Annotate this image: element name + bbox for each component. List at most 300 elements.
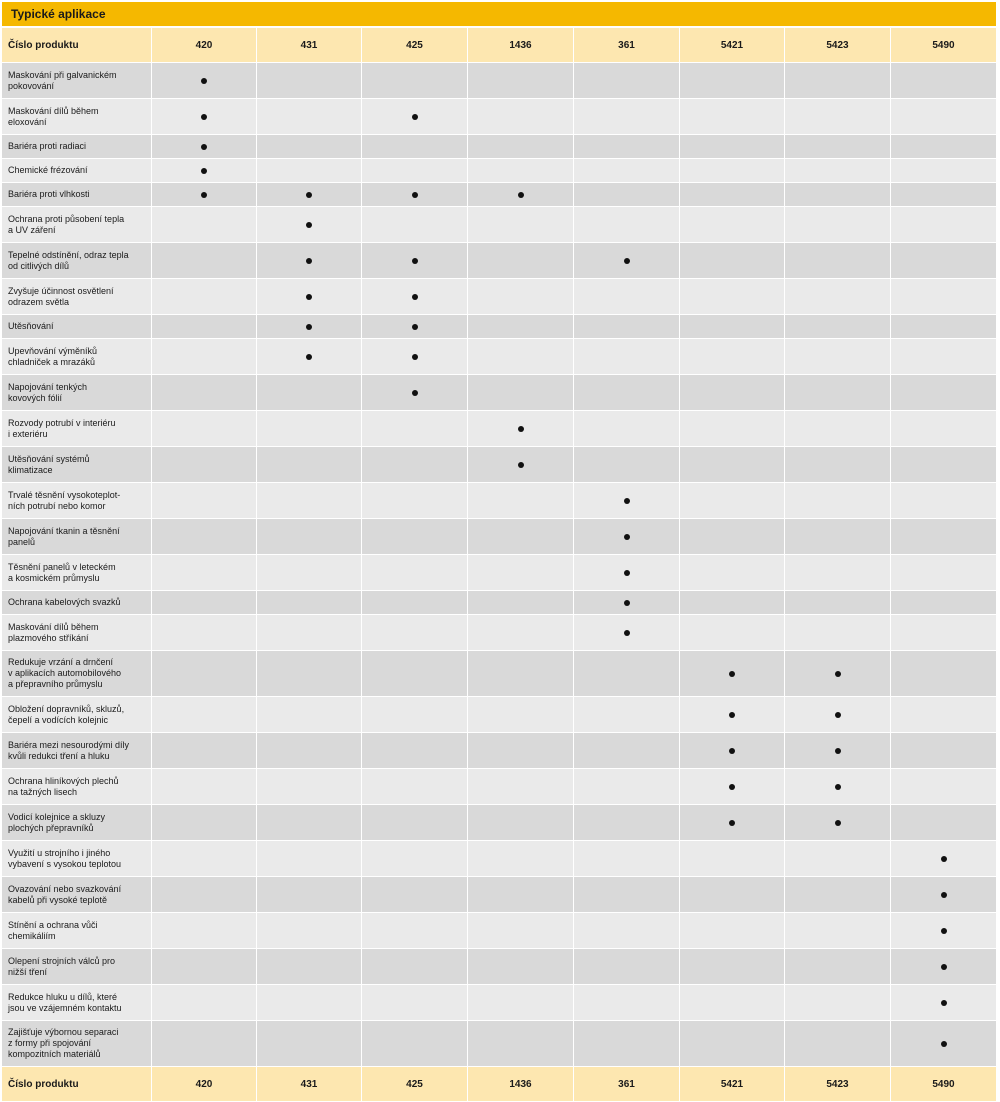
applicability-cell <box>785 159 891 183</box>
application-label: Ochrana hliníkových plechů na tažných lisech <box>2 769 152 805</box>
applicability-cell <box>152 697 257 733</box>
applicability-cell <box>891 375 996 411</box>
application-label: Napojování tkanin a těsnění panelů <box>2 519 152 555</box>
applicability-cell <box>574 615 680 651</box>
applicability-cell <box>362 615 468 651</box>
applicability-cell <box>785 207 891 243</box>
applicability-cell <box>152 483 257 519</box>
table-row <box>2 207 996 243</box>
applicability-cell <box>257 339 362 375</box>
applicability-cell <box>152 411 257 447</box>
applicability-cell <box>574 733 680 769</box>
applicability-cell <box>152 447 257 483</box>
table-row <box>2 243 996 279</box>
bullet-icon <box>306 192 312 198</box>
applicability-cell <box>785 651 891 697</box>
applicability-cell <box>468 183 574 207</box>
applicability-cell <box>468 483 574 519</box>
applicability-cell <box>574 949 680 985</box>
applicability-cell <box>362 519 468 555</box>
bullet-icon <box>201 168 207 174</box>
applicability-cell <box>891 315 996 339</box>
applicability-cell <box>785 555 891 591</box>
applicability-cell <box>257 697 362 733</box>
applicability-cell <box>891 913 996 949</box>
applicability-cell <box>152 519 257 555</box>
table-row <box>2 697 996 733</box>
table-row <box>2 411 996 447</box>
table-row <box>2 949 996 985</box>
applicability-cell <box>257 805 362 841</box>
applicability-cell <box>257 135 362 159</box>
applicability-cell <box>468 949 574 985</box>
applicability-cell <box>574 411 680 447</box>
applicability-cell <box>152 913 257 949</box>
applications-table <box>2 28 996 1102</box>
applicability-cell <box>152 243 257 279</box>
application-label: Bariéra proti radiaci <box>2 135 152 159</box>
applicability-cell <box>468 99 574 135</box>
applicability-cell <box>362 769 468 805</box>
applicability-cell <box>574 483 680 519</box>
bullet-icon <box>518 426 524 432</box>
applicability-cell <box>574 375 680 411</box>
bullet-icon <box>729 820 735 826</box>
applicability-cell <box>785 805 891 841</box>
applicability-cell <box>680 159 785 183</box>
applicability-cell <box>891 243 996 279</box>
applicability-cell <box>257 555 362 591</box>
bullet-icon <box>941 892 947 898</box>
applicability-cell <box>891 183 996 207</box>
applicability-cell <box>891 339 996 375</box>
applicability-cell <box>891 411 996 447</box>
bullet-icon <box>624 600 630 606</box>
applicability-cell <box>257 913 362 949</box>
bullet-icon <box>412 258 418 264</box>
header-label: Číslo produktu <box>2 28 152 63</box>
applicability-cell <box>362 315 468 339</box>
applicability-cell <box>574 315 680 339</box>
application-label: Chemické frézování <box>2 159 152 183</box>
applicability-cell <box>574 769 680 805</box>
table-row <box>2 591 996 615</box>
application-label: Ochrana kabelových svazků <box>2 591 152 615</box>
applicability-cell <box>785 615 891 651</box>
applicability-cell <box>152 315 257 339</box>
applicability-cell <box>891 99 996 135</box>
applicability-cell <box>362 591 468 615</box>
applicability-cell <box>468 841 574 877</box>
application-label: Těsnění panelů v leteckém a kosmickém průmyslu <box>2 555 152 591</box>
applicability-cell <box>152 183 257 207</box>
applicability-cell <box>468 555 574 591</box>
bullet-icon <box>412 114 418 120</box>
application-label: Bariéra proti vlhkosti <box>2 183 152 207</box>
table-row <box>2 279 996 315</box>
application-label: Bariéra mezi nesourodými díly kvůli redukci tření a hluku <box>2 733 152 769</box>
product-number-420: 420 <box>152 1067 257 1102</box>
applicability-cell <box>891 1021 996 1067</box>
table-row <box>2 183 996 207</box>
application-label: Obložení dopravníků, skluzů, čepelí a vodících kolejnic <box>2 697 152 733</box>
bullet-icon <box>201 78 207 84</box>
applicability-cell <box>152 99 257 135</box>
applicability-cell <box>152 375 257 411</box>
bullet-icon <box>729 671 735 677</box>
applicability-cell <box>785 1021 891 1067</box>
applicability-cell <box>680 805 785 841</box>
application-label: Trvalé těsnění vysokoteplot- ních potrubí nebo komor <box>2 483 152 519</box>
applicability-cell <box>362 913 468 949</box>
applicability-cell <box>574 913 680 949</box>
applicability-cell <box>152 207 257 243</box>
bullet-icon <box>941 1000 947 1006</box>
applicability-cell <box>891 615 996 651</box>
bullet-icon <box>624 630 630 636</box>
applicability-cell <box>785 243 891 279</box>
applicability-cell <box>468 615 574 651</box>
applicability-cell <box>680 913 785 949</box>
application-label: Redukce hluku u dílů, které jsou ve vzájemném kontaktu <box>2 985 152 1021</box>
table-row <box>2 841 996 877</box>
bullet-icon <box>941 856 947 862</box>
applicability-cell <box>468 1021 574 1067</box>
applicability-cell <box>891 483 996 519</box>
applicability-cell <box>680 841 785 877</box>
applicability-cell <box>152 769 257 805</box>
applicability-cell <box>152 985 257 1021</box>
applicability-cell <box>785 447 891 483</box>
applicability-cell <box>574 159 680 183</box>
applicability-cell <box>362 805 468 841</box>
applicability-cell <box>680 63 785 99</box>
applicability-cell <box>468 805 574 841</box>
applicability-cell <box>891 207 996 243</box>
applicability-cell <box>891 447 996 483</box>
applicability-cell <box>574 519 680 555</box>
applicability-cell <box>257 411 362 447</box>
applicability-cell <box>574 207 680 243</box>
applicability-cell <box>468 697 574 733</box>
applicability-cell <box>680 519 785 555</box>
applicability-cell <box>680 99 785 135</box>
applicability-cell <box>468 447 574 483</box>
applicability-cell <box>152 651 257 697</box>
product-number-420: 420 <box>152 28 257 63</box>
table-row <box>2 651 996 697</box>
applicability-cell <box>785 483 891 519</box>
application-label: Maskování dílů během plazmového stříkání <box>2 615 152 651</box>
applicability-cell <box>785 949 891 985</box>
applicability-cell <box>891 519 996 555</box>
application-label: Utěsňování systémů klimatizace <box>2 447 152 483</box>
bullet-icon <box>941 928 947 934</box>
product-number-425: 425 <box>362 28 468 63</box>
applicability-cell <box>680 651 785 697</box>
applicability-cell <box>680 697 785 733</box>
applicability-cell <box>362 877 468 913</box>
application-label: Utěsňování <box>2 315 152 339</box>
applicability-cell <box>785 985 891 1021</box>
applicability-cell <box>574 651 680 697</box>
table-row <box>2 339 996 375</box>
bullet-icon <box>729 784 735 790</box>
application-label: Zajišťuje výbornou separaci z formy při spojování kompozitních materiálů <box>2 1021 152 1067</box>
product-number-5421: 5421 <box>680 1067 785 1102</box>
applicability-cell <box>468 243 574 279</box>
applicability-cell <box>891 769 996 805</box>
applicability-cell <box>680 135 785 159</box>
applicability-cell <box>574 63 680 99</box>
bullet-icon <box>412 354 418 360</box>
applicability-cell <box>362 841 468 877</box>
applicability-cell <box>362 733 468 769</box>
bullet-icon <box>835 784 841 790</box>
applicability-cell <box>785 411 891 447</box>
applicability-cell <box>680 207 785 243</box>
applicability-cell <box>362 1021 468 1067</box>
applicability-cell <box>362 183 468 207</box>
applicability-cell <box>257 447 362 483</box>
applicability-cell <box>680 1021 785 1067</box>
applicability-cell <box>468 733 574 769</box>
bullet-icon <box>729 712 735 718</box>
application-label: Vodicí kolejnice a skluzy plochých přepravníků <box>2 805 152 841</box>
table-row <box>2 913 996 949</box>
applicability-cell <box>574 183 680 207</box>
applicability-cell <box>891 985 996 1021</box>
table-row <box>2 63 996 99</box>
product-number-425: 425 <box>362 1067 468 1102</box>
applicability-cell <box>785 339 891 375</box>
applicability-cell <box>891 591 996 615</box>
applicability-cell <box>785 733 891 769</box>
applicability-cell <box>468 985 574 1021</box>
applicability-cell <box>785 63 891 99</box>
applicability-cell <box>680 279 785 315</box>
applicability-cell <box>152 733 257 769</box>
applicability-cell <box>362 135 468 159</box>
applicability-cell <box>257 483 362 519</box>
applicability-cell <box>468 651 574 697</box>
applicability-cell <box>257 949 362 985</box>
applicability-cell <box>680 183 785 207</box>
table-row <box>2 135 996 159</box>
bullet-icon <box>412 192 418 198</box>
table-row <box>2 483 996 519</box>
application-label: Upevňování výměníků chladniček a mrazáků <box>2 339 152 375</box>
product-number-5490: 5490 <box>891 28 996 63</box>
applicability-cell <box>680 243 785 279</box>
application-label: Ochrana proti působení tepla a UV záření <box>2 207 152 243</box>
table-row <box>2 877 996 913</box>
applicability-cell <box>468 279 574 315</box>
application-label: Maskování při galvanickém pokovování <box>2 63 152 99</box>
application-label: Napojování tenkých kovových fólií <box>2 375 152 411</box>
applicability-cell <box>468 411 574 447</box>
applicability-cell <box>574 339 680 375</box>
applicability-cell <box>574 591 680 615</box>
product-number-431: 431 <box>257 1067 362 1102</box>
applicability-cell <box>785 769 891 805</box>
applicability-cell <box>680 555 785 591</box>
applicability-cell <box>785 519 891 555</box>
header-label: Číslo produktu <box>2 1067 152 1102</box>
applicability-cell <box>152 135 257 159</box>
applicability-cell <box>257 183 362 207</box>
applicability-cell <box>574 135 680 159</box>
applicability-cell <box>257 651 362 697</box>
applicability-cell <box>362 207 468 243</box>
application-label: Olepení strojních válců pro nižší tření <box>2 949 152 985</box>
applicability-cell <box>680 339 785 375</box>
applicability-cell <box>891 949 996 985</box>
application-label: Maskování dílů během eloxování <box>2 99 152 135</box>
applicability-cell <box>785 315 891 339</box>
applicability-cell <box>574 243 680 279</box>
product-number-1436: 1436 <box>468 1067 574 1102</box>
applicability-cell <box>257 985 362 1021</box>
bullet-icon <box>201 192 207 198</box>
application-label: Zvyšuje účinnost osvětlení odrazem světla <box>2 279 152 315</box>
applicability-cell <box>468 591 574 615</box>
table-row <box>2 315 996 339</box>
applicability-cell <box>574 99 680 135</box>
applicability-cell <box>152 877 257 913</box>
applicability-cell <box>785 183 891 207</box>
applicability-cell <box>680 483 785 519</box>
applicability-cell <box>891 279 996 315</box>
applicability-cell <box>152 279 257 315</box>
applicability-cell <box>257 279 362 315</box>
applicability-cell <box>257 207 362 243</box>
applicability-cell <box>680 615 785 651</box>
applicability-cell <box>785 135 891 159</box>
application-label: Rozvody potrubí v interiéru i exteriéru <box>2 411 152 447</box>
bullet-icon <box>412 324 418 330</box>
table-row <box>2 615 996 651</box>
applicability-cell <box>574 877 680 913</box>
table-row <box>2 519 996 555</box>
applicability-cell <box>680 949 785 985</box>
applicability-cell <box>785 591 891 615</box>
applicability-cell <box>362 99 468 135</box>
applicability-cell <box>257 877 362 913</box>
applicability-cell <box>362 159 468 183</box>
bullet-icon <box>412 390 418 396</box>
applicability-cell <box>468 207 574 243</box>
applicability-cell <box>152 555 257 591</box>
applicability-cell <box>152 591 257 615</box>
applicability-cell <box>257 1021 362 1067</box>
table-row <box>2 733 996 769</box>
table-row <box>2 769 996 805</box>
applicability-cell <box>468 135 574 159</box>
table-row <box>2 99 996 135</box>
applicability-cell <box>257 769 362 805</box>
product-number-361: 361 <box>574 28 680 63</box>
applicability-cell <box>257 841 362 877</box>
applicability-cell <box>468 913 574 949</box>
bullet-icon <box>201 114 207 120</box>
bullet-icon <box>624 498 630 504</box>
applicability-cell <box>362 411 468 447</box>
applicability-cell <box>152 339 257 375</box>
application-label: Redukuje vrzání a drnčení v aplikacích automobilového a přepravního průmyslu <box>2 651 152 697</box>
applicability-cell <box>891 63 996 99</box>
applicability-cell <box>891 555 996 591</box>
table-title: Typické aplikace <box>2 2 996 26</box>
bullet-icon <box>835 712 841 718</box>
applicability-cell <box>785 279 891 315</box>
applicability-cell <box>891 135 996 159</box>
applicability-cell <box>680 315 785 339</box>
header-row-top <box>2 28 996 63</box>
applicability-cell <box>574 555 680 591</box>
applicability-cell <box>152 615 257 651</box>
bullet-icon <box>306 294 312 300</box>
applicability-cell <box>468 769 574 805</box>
table-row <box>2 447 996 483</box>
bullet-icon <box>624 534 630 540</box>
bullet-icon <box>835 671 841 677</box>
applicability-cell <box>362 949 468 985</box>
applicability-cell <box>574 841 680 877</box>
table-row <box>2 159 996 183</box>
applicability-cell <box>152 949 257 985</box>
applicability-cell <box>257 99 362 135</box>
header-row-bottom <box>2 1067 996 1102</box>
applicability-cell <box>362 375 468 411</box>
bullet-icon <box>941 1041 947 1047</box>
bullet-icon <box>835 748 841 754</box>
bullet-icon <box>306 222 312 228</box>
table-row <box>2 555 996 591</box>
applicability-cell <box>468 877 574 913</box>
applicability-cell <box>680 447 785 483</box>
applicability-cell <box>362 243 468 279</box>
applicability-cell <box>362 279 468 315</box>
applicability-cell <box>785 877 891 913</box>
applicability-cell <box>785 99 891 135</box>
applicability-cell <box>785 375 891 411</box>
applicability-cell <box>680 769 785 805</box>
bullet-icon <box>306 258 312 264</box>
bullet-icon <box>518 462 524 468</box>
table-row <box>2 1021 996 1067</box>
bullet-icon <box>306 354 312 360</box>
product-number-1436: 1436 <box>468 28 574 63</box>
applicability-cell <box>891 733 996 769</box>
applicability-cell <box>574 985 680 1021</box>
application-label: Ovazování nebo svazkování kabelů při vysoké teplotě <box>2 877 152 913</box>
application-label: Stínění a ochrana vůči chemikáliím <box>2 913 152 949</box>
applicability-cell <box>257 615 362 651</box>
applicability-cell <box>362 447 468 483</box>
applicability-cell <box>891 841 996 877</box>
applicability-cell <box>574 447 680 483</box>
applicability-cell <box>574 279 680 315</box>
applicability-cell <box>257 63 362 99</box>
applicability-cell <box>152 63 257 99</box>
applicability-cell <box>785 913 891 949</box>
applicability-cell <box>362 339 468 375</box>
applicability-cell <box>468 315 574 339</box>
applicability-cell <box>257 519 362 555</box>
applicability-cell <box>152 805 257 841</box>
applicability-cell <box>362 63 468 99</box>
